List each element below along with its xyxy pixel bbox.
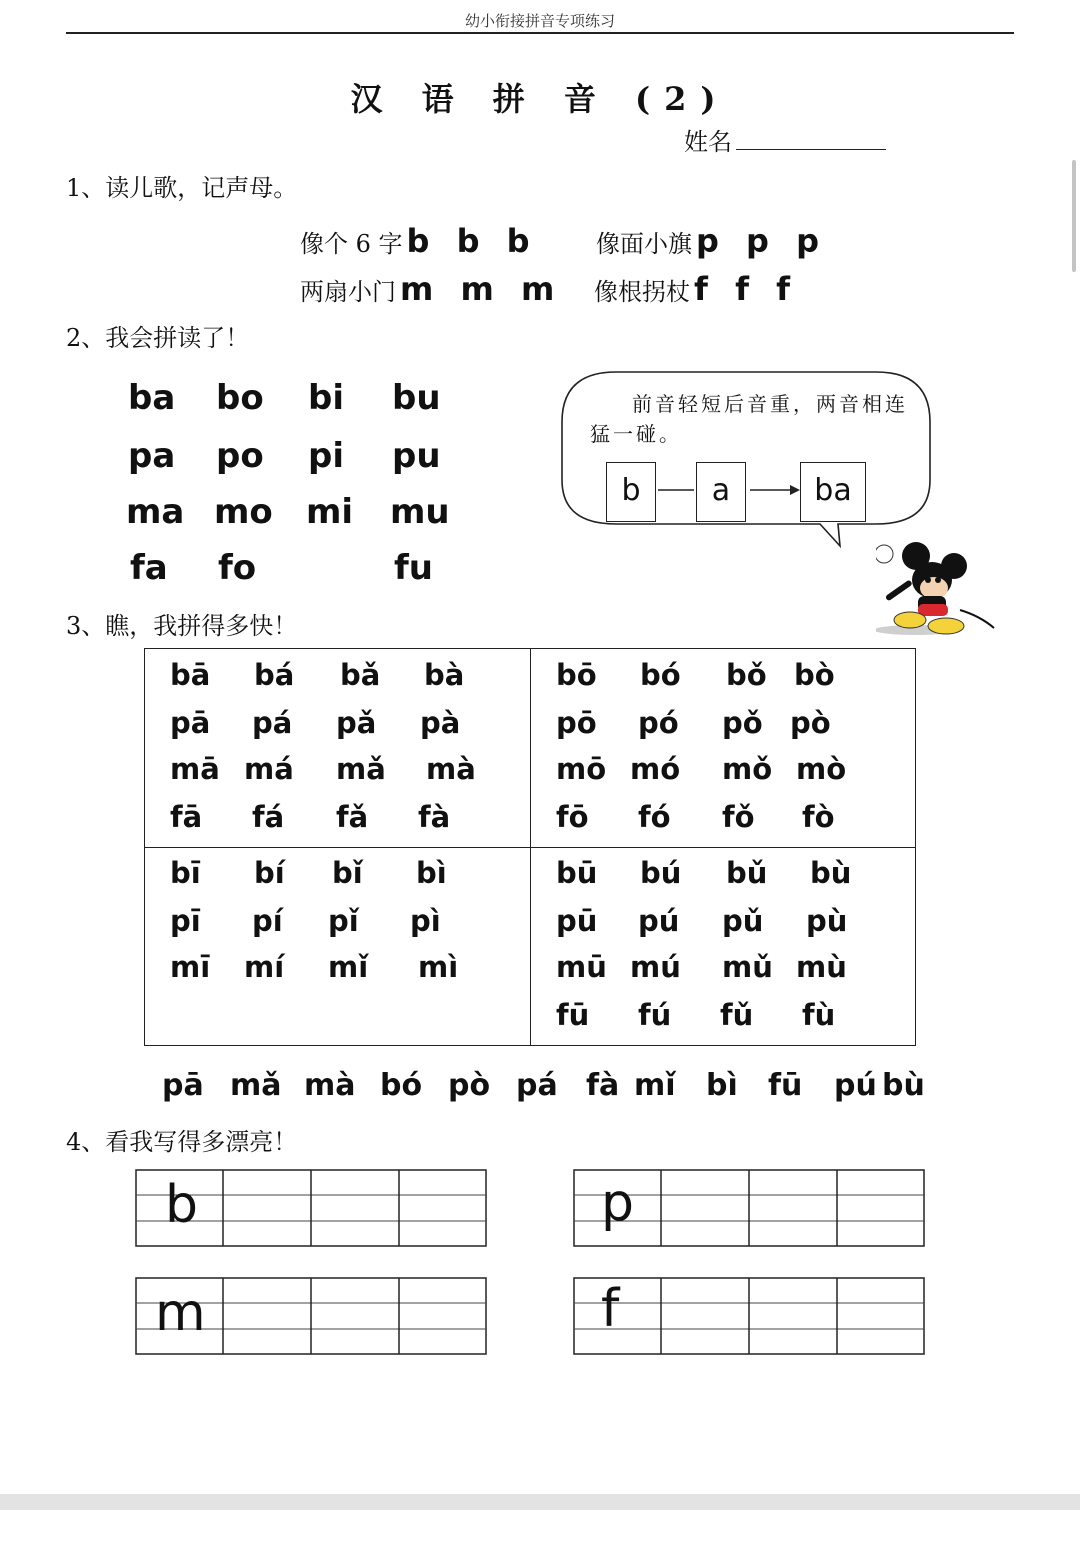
- rhyme-letters: m m m: [400, 270, 563, 308]
- writing-grid[interactable]: [135, 1277, 487, 1355]
- rhyme-text: 像个 6 字: [300, 230, 403, 258]
- rhyme-text: 像根拐杖: [594, 278, 690, 306]
- tone-syllable: bá: [254, 658, 295, 692]
- syllable: pu: [392, 436, 441, 476]
- review-syllable: pā: [162, 1068, 204, 1103]
- mouse-cartoon-illustration: [876, 536, 996, 642]
- tone-syllable: mǐ: [328, 950, 369, 984]
- tone-syllable: bò: [794, 658, 835, 692]
- rhyme-text: 像面小旗: [596, 230, 692, 258]
- syllable: pa: [128, 436, 176, 476]
- tone-syllable: pú: [638, 904, 680, 938]
- tone-syllable: fā: [170, 800, 203, 834]
- writing-grid[interactable]: [573, 1169, 925, 1247]
- section2-heading: 2、我会拼读了！: [66, 324, 250, 352]
- name-label: 姓名: [684, 128, 732, 156]
- tone-syllable: pǎ: [336, 706, 377, 740]
- page-title: 汉 语 拼 音 (2): [350, 80, 730, 118]
- tone-syllable: bū: [556, 856, 598, 890]
- review-syllable: pò: [448, 1068, 491, 1103]
- review-syllable: fū: [768, 1068, 803, 1103]
- tone-syllable: bà: [424, 658, 465, 692]
- tone-syllable: mǎ: [336, 752, 386, 786]
- section3-heading: 3、瞧，我拼得多快！: [66, 612, 298, 640]
- tone-syllable: fà: [418, 800, 451, 834]
- section1-heading: 1、读儿歌，记声母。: [66, 174, 298, 202]
- tone-syllable: má: [244, 752, 294, 786]
- tone-syllable: pá: [252, 706, 293, 740]
- tone-syllable: fó: [638, 800, 671, 834]
- tone-syllable: pǒ: [722, 706, 763, 740]
- review-syllable: mǎ: [230, 1068, 282, 1103]
- tone-syllable: mǔ: [722, 950, 773, 984]
- tone-syllable: pò: [790, 706, 831, 740]
- tone-syllable: fū: [556, 998, 590, 1032]
- tone-syllable: pō: [556, 706, 597, 740]
- tone-syllable: bā: [170, 658, 211, 692]
- tone-syllable: bí: [254, 856, 285, 890]
- model-letter: p: [601, 1173, 635, 1233]
- tone-syllable: pà: [420, 706, 461, 740]
- rhyme-letters: b b b: [406, 222, 538, 260]
- tone-syllable: bō: [556, 658, 597, 692]
- syllable: po: [216, 436, 264, 476]
- page-header: 幼小衔接拼音专项练习: [464, 12, 615, 30]
- tone-syllable: pā: [170, 706, 211, 740]
- tone-syllable: pū: [556, 904, 598, 938]
- tone-syllable: mó: [630, 752, 681, 786]
- syllable: mo: [214, 492, 273, 532]
- tone-syllable: bī: [170, 856, 201, 890]
- review-syllable: bó: [380, 1068, 423, 1103]
- tone-syllable: mū: [556, 950, 607, 984]
- syllable: ma: [126, 492, 185, 532]
- tone-syllable: mì: [418, 950, 459, 984]
- rhyme-letters: p p p: [696, 222, 827, 260]
- tone-syllable: fǒ: [722, 800, 755, 834]
- name-field[interactable]: [736, 149, 886, 150]
- tone-syllable: fō: [556, 800, 589, 834]
- syllable: fo: [218, 548, 257, 588]
- tone-syllable: pí: [252, 904, 283, 938]
- tone-syllable: fǎ: [336, 800, 369, 834]
- review-syllable: mà: [304, 1068, 356, 1103]
- rhyme-line: [594, 270, 798, 308]
- review-syllable: mǐ: [634, 1068, 676, 1103]
- tone-syllable: pǐ: [328, 904, 359, 938]
- tone-syllable: mò: [796, 752, 847, 786]
- tone-syllable: bǎ: [340, 658, 381, 692]
- syllable: fa: [130, 548, 168, 588]
- model-letter: m: [155, 1283, 206, 1343]
- review-syllable: pú: [834, 1068, 877, 1103]
- tone-syllable: bì: [416, 856, 447, 890]
- section4-heading: 4、看我写得多漂亮！: [66, 1128, 298, 1156]
- tone-syllable: mí: [244, 950, 285, 984]
- bubble-line: 猛一碰。: [590, 422, 682, 446]
- bubble-line: 前音轻短后音重，两音相连: [632, 392, 908, 416]
- spelling-box: ba: [800, 462, 866, 522]
- rhyme-line: [300, 222, 538, 260]
- tone-syllable: fá: [252, 800, 285, 834]
- tone-syllable: bú: [640, 856, 682, 890]
- grid-lines: [573, 1277, 925, 1355]
- syllable: bo: [216, 378, 264, 418]
- writing-grid[interactable]: [573, 1277, 925, 1355]
- tone-syllable: fù: [802, 998, 836, 1032]
- tone-syllable: mī: [170, 950, 211, 984]
- tone-syllable: mú: [630, 950, 681, 984]
- syllable: bi: [308, 378, 344, 418]
- tone-syllable: fú: [638, 998, 672, 1032]
- table-divider: [145, 847, 915, 848]
- header-divider: [66, 32, 1014, 34]
- rhyme-letters: f f f: [694, 270, 799, 308]
- rhyme-line: [596, 222, 827, 260]
- model-letter: b: [165, 1175, 199, 1235]
- tone-syllable: pù: [806, 904, 848, 938]
- scrollbar[interactable]: [1072, 160, 1076, 272]
- tone-syllable: bǒ: [726, 658, 767, 692]
- syllable: mu: [390, 492, 450, 532]
- review-syllable: fà: [586, 1068, 620, 1103]
- connector-arrows: [654, 480, 804, 500]
- tone-syllable: pī: [170, 904, 201, 938]
- syllable: pi: [308, 436, 344, 476]
- spelling-box: a: [696, 462, 746, 522]
- tone-syllable: bù: [810, 856, 852, 890]
- tone-syllable: pó: [638, 706, 679, 740]
- review-syllable: bù: [882, 1068, 925, 1103]
- tone-syllable: fǔ: [720, 998, 754, 1032]
- syllable: fu: [394, 548, 433, 588]
- tone-syllable: fò: [802, 800, 835, 834]
- tone-syllable: mù: [796, 950, 847, 984]
- tone-syllable: bǔ: [726, 856, 768, 890]
- model-letter: f: [601, 1279, 620, 1339]
- tone-syllable: pǔ: [722, 904, 764, 938]
- tone-syllable: bó: [640, 658, 681, 692]
- syllable: ba: [128, 378, 176, 418]
- tone-syllable: mā: [170, 752, 220, 786]
- tone-syllable: mà: [426, 752, 476, 786]
- review-syllable: pá: [516, 1068, 558, 1103]
- writing-grid[interactable]: [135, 1169, 487, 1247]
- spelling-box: b: [606, 462, 656, 522]
- review-syllable: bì: [706, 1068, 738, 1103]
- rhyme-text: 两扇小门: [300, 278, 396, 306]
- page-bottom-band: [0, 1494, 1080, 1510]
- tone-syllable: pì: [410, 904, 441, 938]
- tone-syllable: bǐ: [332, 856, 363, 890]
- rhyme-line: [300, 270, 562, 308]
- syllable: mi: [306, 492, 354, 532]
- syllable: bu: [392, 378, 441, 418]
- tone-syllable: mō: [556, 752, 607, 786]
- tone-syllable: mǒ: [722, 752, 773, 786]
